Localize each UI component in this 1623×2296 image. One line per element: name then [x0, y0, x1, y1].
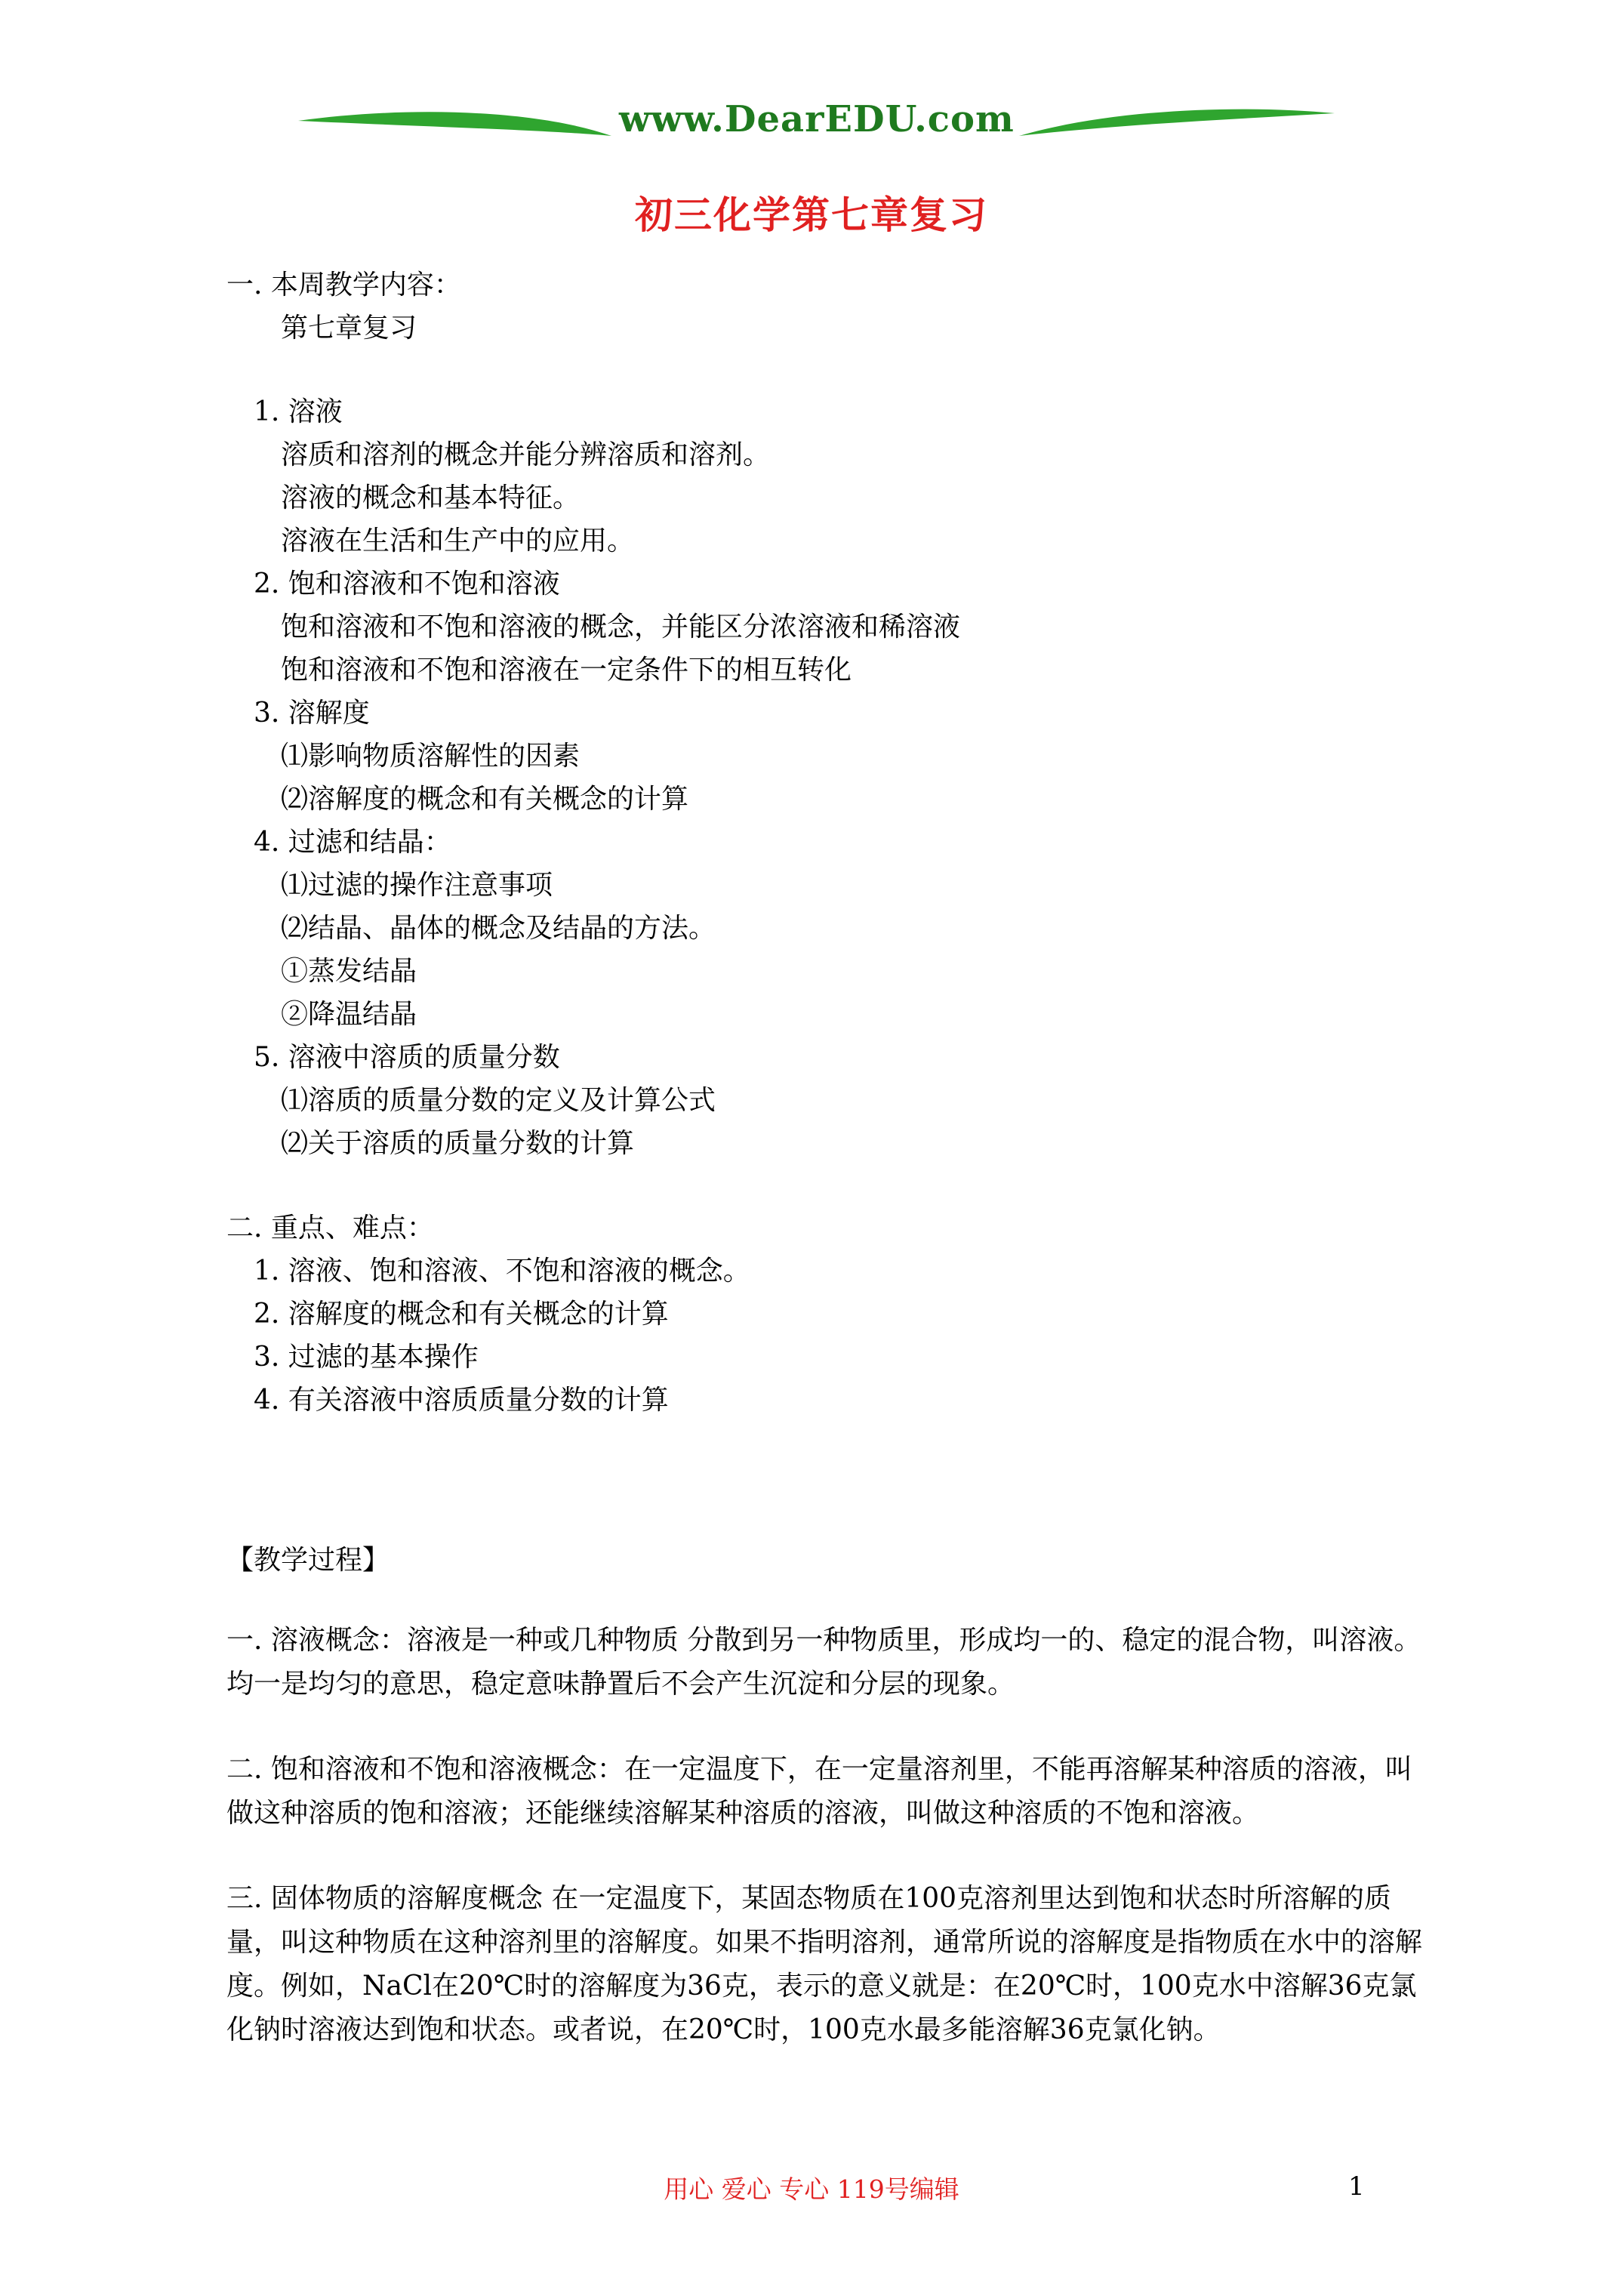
outline-item: 2. 饱和溶液和不饱和溶液: [254, 569, 560, 599]
process-heading: 【教学过程】: [226, 1545, 390, 1576]
outline-item: 1. 溶液: [254, 396, 343, 427]
paragraph: 三. 固体物质的溶解度概念 在一定温度下，某固态物质在100克溶剂里达到饱和状态时所溶解的质量，叫这种物质在这种溶剂里的溶解度。如果不指明溶剂，通常所说的溶解度是指物质在水中的溶解度。例如，NaCl在20℃时的溶解度为36克，表示的意义就是：在20℃时，100克水中溶解36克氯化钠时溶液达到饱和状态。或者说，在20℃时，100克水最多能溶解36克氯化钠。: [226, 1883, 1423, 2045]
section-heading: 一. 本周教学内容：: [226, 270, 461, 300]
key-point-item: 3. 过滤的基本操作: [254, 1342, 479, 1373]
outline-line: ⑵关于溶质的质量分数的计算: [281, 1128, 635, 1159]
section-heading: 二. 重点、难点：: [226, 1213, 434, 1244]
outline-item: 3. 溶解度: [254, 698, 370, 729]
outline-line: 溶液在生活和生产中的应用。: [281, 525, 635, 556]
key-point-item: 2. 溶解度的概念和有关概念的计算: [254, 1299, 669, 1330]
outline-line: ①蒸发结晶: [281, 956, 417, 987]
outline-line: ⑵结晶、晶体的概念及结晶的方法。: [281, 913, 716, 944]
outline-line: ⑴影响物质溶解性的因素: [281, 741, 581, 772]
key-point-item: 1. 溶液、饱和溶液、不饱和溶液的概念。: [254, 1256, 750, 1287]
outline-item: 4. 过滤和结晶：: [254, 827, 451, 858]
outline-line: 饱和溶液和不饱和溶液的概念，并能区分浓溶液和稀溶液: [281, 612, 961, 643]
page-title: 初三化学第七章复习: [635, 193, 988, 237]
outline-line: ⑴过滤的操作注意事项: [281, 870, 553, 901]
outline-line: ②降温结晶: [281, 999, 417, 1030]
header-logo: [294, 91, 1336, 174]
outline-line: 溶液的概念和基本特征。: [281, 482, 581, 513]
outline-item: 5. 溶液中溶质的质量分数: [254, 1042, 560, 1073]
outline-line: 溶质和溶剂的概念并能分辨溶质和溶剂。: [281, 439, 771, 470]
outline-line: 第七章复习: [281, 313, 417, 344]
logo-text: www.DearEDU.com: [619, 98, 1015, 140]
outline-line: ⑵溶解度的概念和有关概念的计算: [281, 784, 689, 815]
footer-text: 用心 爱心 专心 119号编辑: [664, 2174, 959, 2204]
key-point-item: 4. 有关溶液中溶质质量分数的计算: [254, 1385, 669, 1416]
paragraph: 二. 饱和溶液和不饱和溶液概念：在一定温度下，在一定量溶剂里，不能再溶解某种溶质的溶液，叫做这种溶质的饱和溶液；还能继续溶解某种溶质的溶液，叫做这种溶质的不饱和溶液。: [226, 1754, 1412, 1829]
outline-line: 饱和溶液和不饱和溶液在一定条件下的相互转化: [281, 655, 852, 686]
paragraph: 一. 溶液概念：溶液是一种或几种物质 分散到另一种物质里，形成均一的、稳定的混合物，叫溶液。均一是均匀的意思，稳定意味静置后不会产生沉淀和分层的现象。: [226, 1625, 1421, 1700]
outline-line: ⑴溶质的质量分数的定义及计算公式: [281, 1085, 716, 1116]
page-number: 1: [1348, 2171, 1365, 2202]
